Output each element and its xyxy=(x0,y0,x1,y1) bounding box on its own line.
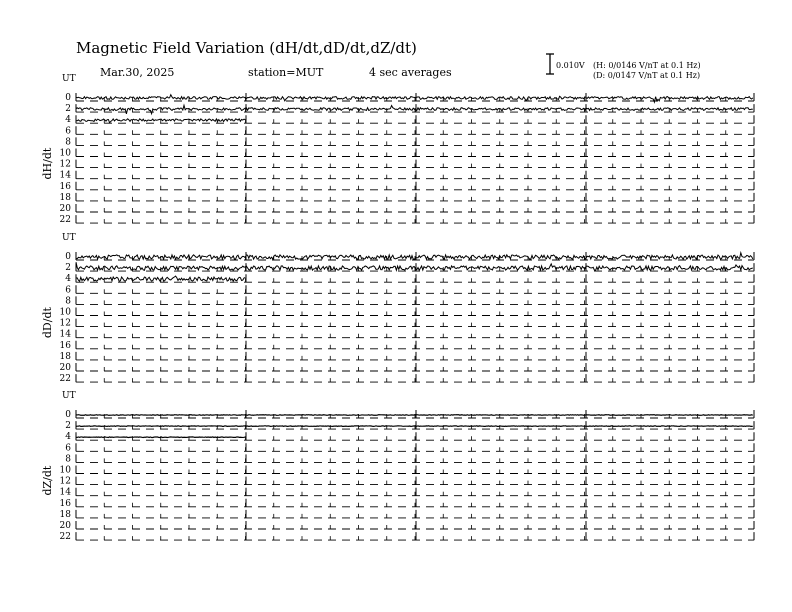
trace-hour-2 xyxy=(76,262,753,270)
scale-bar xyxy=(546,54,554,74)
hour-label-0: 0 xyxy=(65,410,71,420)
hour-label-22: 22 xyxy=(59,215,71,226)
row-baseline-18 xyxy=(76,352,754,360)
row-baseline-2 xyxy=(76,421,754,429)
trace-hour-2 xyxy=(76,105,753,114)
panel-dhdt xyxy=(41,74,754,225)
hour-label-14: 14 xyxy=(59,170,71,181)
row-baseline-10 xyxy=(76,466,754,474)
hour-label-4: 4 xyxy=(65,432,71,443)
hour-label-20: 20 xyxy=(59,521,71,531)
hour-label-2: 2 xyxy=(65,104,71,115)
row-baseline-14 xyxy=(76,171,754,179)
hour-label-8: 8 xyxy=(65,454,71,465)
chart-title: Magnetic Field Variation (dH/dt,dD/dt,dZ/dt) xyxy=(76,39,417,57)
date-label: Mar.30, 2025 xyxy=(100,66,175,79)
hour-label-16: 16 xyxy=(59,181,71,192)
hour-label-18: 18 xyxy=(59,192,71,203)
hour-label-2: 2 xyxy=(65,263,71,274)
hour-label-20: 20 xyxy=(59,204,71,214)
row-baseline-22 xyxy=(76,532,754,540)
y-axis-label: dD/dt xyxy=(41,307,54,339)
panel-dzdt xyxy=(41,391,754,542)
row-baseline-8 xyxy=(76,137,754,145)
trace-hour-0 xyxy=(76,415,753,416)
row-baseline-18 xyxy=(76,193,754,201)
hour-label-6: 6 xyxy=(65,126,71,137)
row-baseline-8 xyxy=(76,296,754,304)
row-baseline-0 xyxy=(76,410,754,418)
row-baseline-12 xyxy=(76,319,754,327)
row-baseline-0 xyxy=(76,93,754,101)
hour-label-10: 10 xyxy=(59,465,71,476)
panel-dddt xyxy=(41,233,754,384)
hour-label-16: 16 xyxy=(59,498,71,509)
scale-value-label: 0.010V xyxy=(556,61,585,70)
trace-hour-0 xyxy=(76,253,753,259)
ut-label: UT xyxy=(62,74,76,84)
row-baseline-12 xyxy=(76,477,754,485)
row-baseline-12 xyxy=(76,160,754,168)
hour-label-10: 10 xyxy=(59,307,71,318)
station-label: station=MUT xyxy=(248,66,324,79)
hour-label-10: 10 xyxy=(59,148,71,159)
row-baseline-18 xyxy=(76,510,754,518)
averaging-label: 4 sec averages xyxy=(369,66,452,79)
row-baseline-16 xyxy=(76,182,754,190)
hour-label-6: 6 xyxy=(65,285,71,296)
row-baseline-14 xyxy=(76,488,754,496)
hour-label-16: 16 xyxy=(59,340,71,351)
hour-label-22: 22 xyxy=(59,374,71,385)
hour-label-0: 0 xyxy=(65,93,71,103)
row-baseline-20 xyxy=(76,204,754,212)
row-baseline-10 xyxy=(76,149,754,157)
hour-label-2: 2 xyxy=(65,421,71,432)
row-baseline-14 xyxy=(76,330,754,338)
row-baseline-22 xyxy=(76,215,754,223)
hour-label-12: 12 xyxy=(59,476,71,487)
row-baseline-16 xyxy=(76,341,754,349)
hour-label-12: 12 xyxy=(59,159,71,170)
row-baseline-16 xyxy=(76,499,754,507)
hour-label-8: 8 xyxy=(65,137,71,148)
hour-label-0: 0 xyxy=(65,252,71,262)
hour-label-6: 6 xyxy=(65,443,71,454)
y-axis-label: dH/dt xyxy=(41,147,54,180)
hour-label-4: 4 xyxy=(65,274,71,285)
row-baseline-20 xyxy=(76,521,754,529)
row-baseline-20 xyxy=(76,363,754,371)
hour-label-14: 14 xyxy=(59,329,71,340)
trace-hour-4 xyxy=(76,437,245,438)
row-baseline-22 xyxy=(76,374,754,382)
ut-label: UT xyxy=(62,233,76,243)
row-baseline-6 xyxy=(76,443,754,451)
hour-label-18: 18 xyxy=(59,351,71,362)
row-baseline-6 xyxy=(76,285,754,293)
hour-label-18: 18 xyxy=(59,509,71,520)
hour-label-20: 20 xyxy=(59,363,71,373)
ut-label: UT xyxy=(62,391,76,401)
row-baseline-6 xyxy=(76,126,754,134)
hour-label-12: 12 xyxy=(59,318,71,329)
hour-label-22: 22 xyxy=(59,532,71,543)
y-axis-label: dZ/dt xyxy=(41,465,54,496)
row-baseline-4 xyxy=(76,432,754,440)
row-baseline-8 xyxy=(76,454,754,462)
scale-h-label: (H: 0/0146 V/nT at 0.1 Hz) xyxy=(593,61,701,70)
hour-label-14: 14 xyxy=(59,487,71,498)
hour-label-4: 4 xyxy=(65,115,71,126)
row-baseline-10 xyxy=(76,308,754,316)
scale-d-label: (D: 0/0147 V/nT at 0.1 Hz) xyxy=(593,71,701,80)
trace-hour-2 xyxy=(76,426,753,427)
hour-label-8: 8 xyxy=(65,296,71,307)
